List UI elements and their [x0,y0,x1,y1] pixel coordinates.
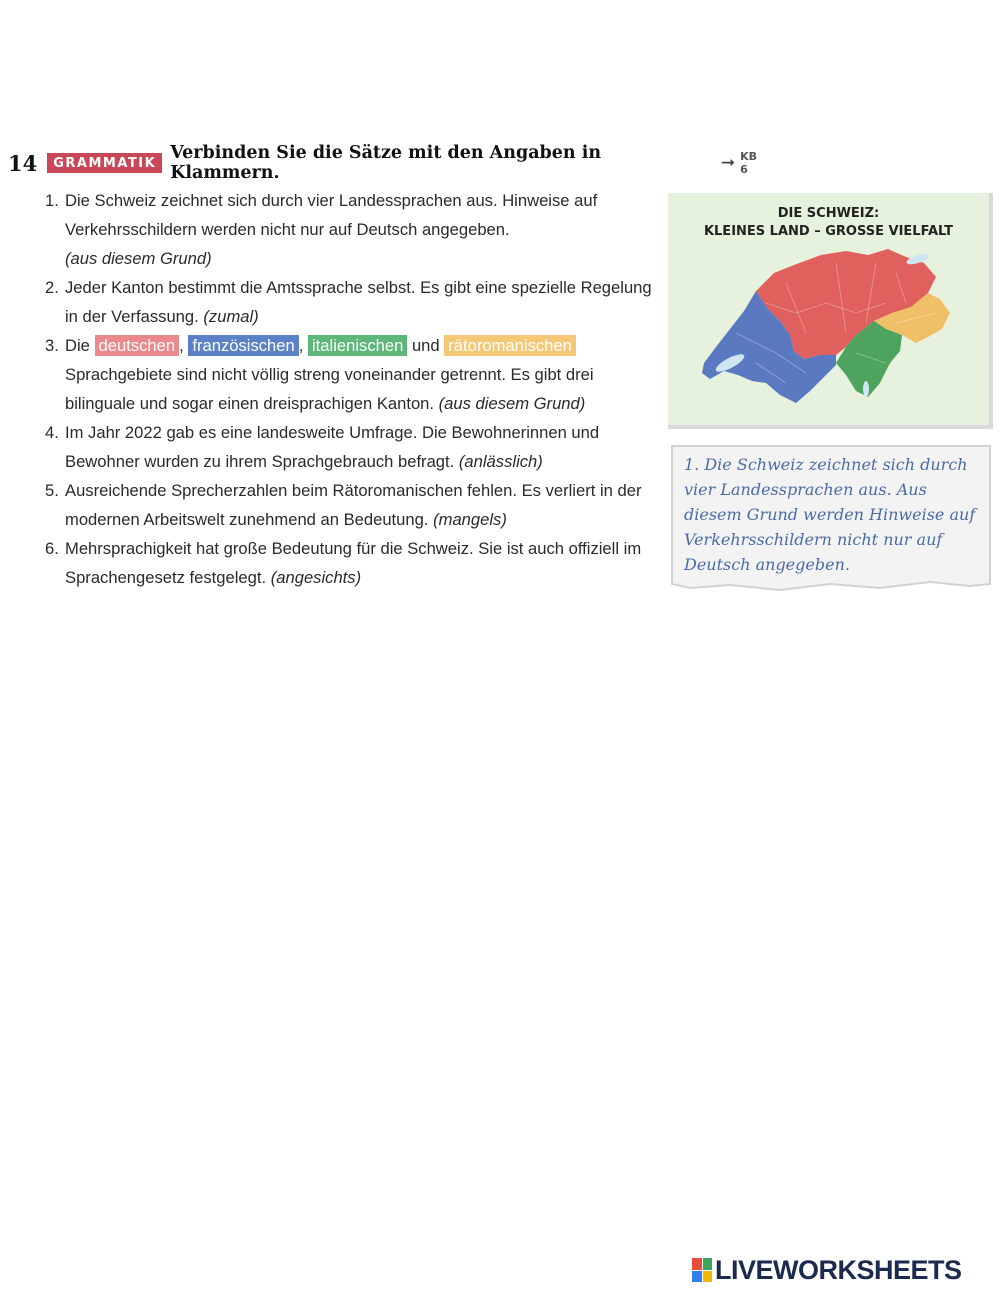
highlight-romansh: rätoromanischen [444,335,576,356]
exercise-reference: KB 6 [740,150,758,176]
task-item [40,331,665,418]
task-number: 2. [45,278,59,297]
task-cue: (angesichts) [270,568,362,587]
task-item [40,186,665,273]
switzerland-language-map [696,243,966,413]
highlight-italian: italienischen [308,335,407,356]
task-text-pre: Die [65,336,90,355]
task-text: Jeder Kanton bestimmt die Amtssprache selbst. Es gibt eine spezielle Regelung in der Verfassung. [65,278,652,326]
conjunction: und [411,336,440,355]
task-item [40,418,665,476]
task-text: Die Schweiz zeichnet sich durch vier Landessprachen aus. Hinweise auf Verkehrsschildern werden nicht nur auf Deutsch angegeben. [65,191,598,239]
switzerland-map-card [668,193,993,429]
logo-icon [692,1258,712,1282]
separator: , [179,336,184,355]
task-number: 5. [45,481,59,500]
exercise-header [8,143,768,183]
lake-maggiore [863,381,869,397]
task-text: Sprachgebiete sind nicht völlig streng voneinander getrennt. Es gibt drei bilinguale und sogar einen dreisprachigen Kanton. [65,365,594,413]
task-cue: (aus diesem Grund) [438,394,586,413]
task-number: 3. [45,336,59,355]
liveworksheets-logo [692,1252,962,1288]
task-text: Ausreichende Sprecherzahlen beim Rätoromanischen fehlen. Es verliert in der modernen Arbeitswelt zunehmend an Bedeutung. [65,481,642,529]
task-item [40,273,665,331]
task-cue: (aus diesem Grund) [65,249,212,268]
task-item [40,534,665,592]
task-cue: (anlässlich) [458,452,543,471]
task-number: 4. [45,423,59,442]
grammar-badge: GRAMMATIK [47,153,162,173]
map-title-line1: DIE SCHWEIZ: [777,206,880,221]
highlight-german: deutschen [95,335,180,356]
arrow-right-icon: ➞ [720,153,736,173]
task-number: 6. [45,539,59,558]
task-cue: (zumal) [203,307,259,326]
task-number: 1. [45,191,59,210]
separator: , [298,336,304,355]
brand-name: LIVEWORKSHEETS [715,1254,962,1285]
task-list [40,186,665,592]
map-title-line2: KLEINES LAND – GROSSE VIELFALT [703,224,954,239]
exercise-number: 14 [8,150,38,176]
task-cue: (mangels) [433,510,507,529]
exercise-instruction: Verbinden Sie die Sätze mit den Angaben in Klammern. [170,143,602,183]
highlight-french: französischen [188,335,298,356]
example-answer-text: 1. Die Schweiz zeichnet sich durch vier Landessprachen aus. Aus diesem Grund werden Hinweise auf Verkehrsschildern nicht nur auf Deutsch angegeben. [684,455,976,574]
task-text: Im Jahr 2022 gab es eine landesweite Umfrage. Die Bewohnerinnen und Bewohner wurden zu ihrem Sprachgebrauch befragt. [65,423,600,471]
map-title [668,205,989,241]
task-item [40,476,665,534]
example-answer-note [670,444,995,594]
task-text: Mehrsprachigkeit hat große Bedeutung für die Schweiz. Sie ist auch offiziell im Sprachengesetz festgelegt. [65,539,642,587]
